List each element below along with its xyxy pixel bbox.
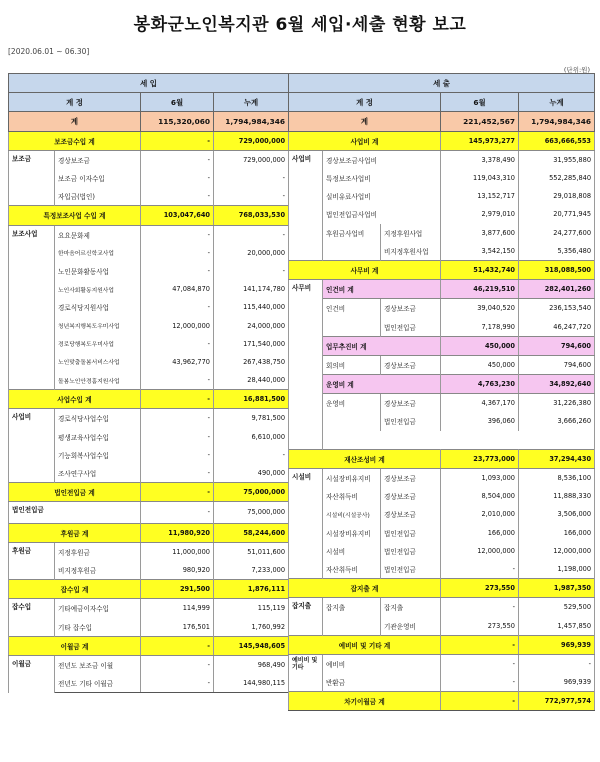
table-row: 사업비 경상보조금사업비 3,378,490 31,955,880 <box>289 150 595 169</box>
table-row: 경로당행복도우미사업 - 171,540,000 <box>9 335 289 353</box>
income-subtotal-row: 특정보조사업 수입 계 103,047,640 768,033,530 <box>9 206 289 225</box>
table-row: 경로식당지원사업 - 115,440,000 <box>9 298 289 316</box>
col-cumulative: 누계 <box>519 93 595 112</box>
category-label: 이월금 <box>9 655 55 692</box>
category-label: 시설비 <box>289 468 323 578</box>
table-row: 시설비(시설공사) 경상보조금 2,010,000 3,506,000 <box>289 505 595 523</box>
income-subtotal-row: 법인전입금 계 - 75,000,000 <box>9 483 289 502</box>
col-account: 계 정 <box>9 93 141 112</box>
table-row: 법인전입금사업비 2,979,010 20,771,945 <box>289 205 595 223</box>
income-table <box>8 73 289 693</box>
expense-group-row: 업무추진비 계 450,000 794,600 <box>289 336 595 355</box>
col-account: 계 정 <box>289 93 441 112</box>
table-row: 보조사업 요요문화제 - - <box>9 225 289 244</box>
table-row: 한마음어르신학교사업 - 20,000,000 <box>9 244 289 262</box>
table-row: 잡수입 기타예금이자수입 114,999 115,119 <box>9 599 289 618</box>
table-row: 시설비 시설장비유지비 경상보조금 1,093,000 8,536,100 <box>289 468 595 487</box>
table-row: 노인문화활동사업 - - <box>9 262 289 280</box>
table-row: 후원금 지정후원금 11,000,000 51,011,600 <box>9 542 289 561</box>
table-row: 법인전입금 7,178,990 46,247,720 <box>289 317 595 336</box>
category-label: 잡지출 <box>289 598 323 635</box>
income-subtotal-row: 사업수입 계 - 16,881,500 <box>9 390 289 409</box>
income-subtotal-row: 이월금 계 - 145,948,605 <box>9 636 289 655</box>
table-row: 평생교육사업수입 - 6,610,000 <box>9 428 289 446</box>
table-row: 돌봄노인안경홈지원사업 - 28,440,000 <box>9 371 289 390</box>
table-row: 자입금(법인) - - <box>9 187 289 206</box>
category-label: 후원금 <box>9 542 55 579</box>
unit-label: (단위:원) <box>563 66 590 74</box>
expense-subtotal-row: 예비비 및 기타 계 - 969,939 <box>289 635 595 654</box>
table-row: 보조금 경상보조금 - 729,000,000 <box>9 150 289 169</box>
table-row: 인건비 경상보조금 39,040,520 236,153,540 <box>289 299 595 318</box>
table-row: 후원금사업비 지정후원사업 3,877,600 24,277,600 <box>289 224 595 242</box>
table-row: 전년도 기타 이월금 - 144,980,115 <box>9 674 289 693</box>
table-row: 잡지출 잡지출 잡지출 - 529,500 <box>289 598 595 617</box>
table-row: 이월금 전년도 보조금 이월 - 968,490 <box>9 655 289 674</box>
income-section-header <box>9 74 289 93</box>
table-row: 기타 잡수입 176,501 1,760,992 <box>9 617 289 636</box>
col-cumulative: 누계 <box>214 93 289 112</box>
table-row: 실비유료사업비 13,152,717 29,018,808 <box>289 187 595 205</box>
table-row: 사업비 경로식당사업수입 - 9,781,500 <box>9 409 289 428</box>
page-title: 봉화군노인복지관 6월 세입·세출 현황 보고 <box>133 15 467 35</box>
category-label: 법인전입금 <box>9 502 141 523</box>
expense-subtotal-row: 재산조성비 계 23,773,000 37,294,430 <box>289 449 595 468</box>
table-row: 기능회복사업수입 - - <box>9 446 289 464</box>
table-row: 시설비 법인전입금 12,000,000 12,000,000 <box>289 542 595 560</box>
expense-section-label: 세 출 <box>289 74 595 93</box>
table-row: 청년복지행복도우미사업 12,000,000 24,000,000 <box>9 316 289 334</box>
income-subtotal-row: 잡수입 계 291,500 1,876,111 <box>9 580 289 599</box>
category-label: 잡수입 <box>9 599 55 636</box>
col-month: 6월 <box>441 93 519 112</box>
table-row: 법인전입금 - 75,000,000 <box>9 502 289 523</box>
category-label: 예비비 및기타 <box>289 654 323 691</box>
expense-table <box>288 73 595 711</box>
income-column-header <box>9 93 289 112</box>
income-subtotal-row: 후원금 계 11,980,920 58,244,600 <box>9 523 289 542</box>
table-row: 기관운영비 273,550 1,457,850 <box>289 616 595 635</box>
category-label: 사무비 <box>289 280 323 450</box>
spacer-row <box>289 431 595 450</box>
category-label: 보조금 <box>9 150 55 206</box>
table-row: 회의비 경상보조금 450,000 794,600 <box>289 355 595 374</box>
table-row: 자산취득비 경상보조금 8,504,000 11,888,330 <box>289 487 595 505</box>
expense-subtotal-row: 사업비 계 145,973,277 663,666,553 <box>289 131 595 150</box>
table-row: 조사연구사업 - 490,000 <box>9 464 289 483</box>
income-subtotal-row: 보조금수입 계 - 729,000,000 <box>9 131 289 150</box>
table-row: 특정보조사업비 119,043,310 552,285,840 <box>289 169 595 187</box>
table-row: 자산취득비 법인전입금 - 1,198,000 <box>289 560 595 579</box>
table-row: 비지정후원사업 3,542,150 5,356,480 <box>289 242 595 261</box>
expense-subtotal-row: 차기이월금 계 - 772,977,574 <box>289 692 595 711</box>
table-row: 노인사회활동지원사업 47,084,870 141,174,780 <box>9 280 289 298</box>
income-section-label: 세 입 <box>9 74 289 93</box>
table-row: 노인맞춤돌봄서비스사업 43,962,770 267,438,750 <box>9 353 289 371</box>
expense-subtotal-row: 잡지출 계 273,550 1,987,350 <box>289 579 595 598</box>
expense-group-row: 사무비 인건비 계 46,219,510 282,401,260 <box>289 280 595 299</box>
col-month: 6월 <box>141 93 214 112</box>
expense-grand-total: 계 221,452,567 1,794,984,346 <box>289 112 595 131</box>
report-period: [2020.06.01 ~ 06.30] <box>8 47 90 56</box>
income-grand-total: 계 115,320,060 1,794,984,346 <box>9 112 289 131</box>
table-row: 예비비 및기타 예비비 - - <box>289 654 595 673</box>
category-label: 보조사업 <box>9 225 55 390</box>
table-row: 법인전입금 396,060 3,666,260 <box>289 412 595 430</box>
category-label: 사업비 <box>289 150 323 260</box>
category-label: 사업비 <box>9 409 55 483</box>
expense-column-header <box>289 93 595 112</box>
table-row: 반환금 - 969,939 <box>289 673 595 692</box>
expense-section-header <box>289 74 595 93</box>
table-row: 비지정후원금 980,920 7,233,000 <box>9 561 289 580</box>
table-row: 보조금 이자수입 - - <box>9 169 289 187</box>
expense-group-row: 운영비 계 4,763,230 34,892,640 <box>289 375 595 394</box>
table-row: 시설장비유지비 법인전입금 166,000 166,000 <box>289 524 595 542</box>
table-row: 운영비 경상보조금 4,367,170 31,226,380 <box>289 394 595 413</box>
expense-subtotal-row: 사무비 계 51,432,740 318,088,500 <box>289 260 595 279</box>
